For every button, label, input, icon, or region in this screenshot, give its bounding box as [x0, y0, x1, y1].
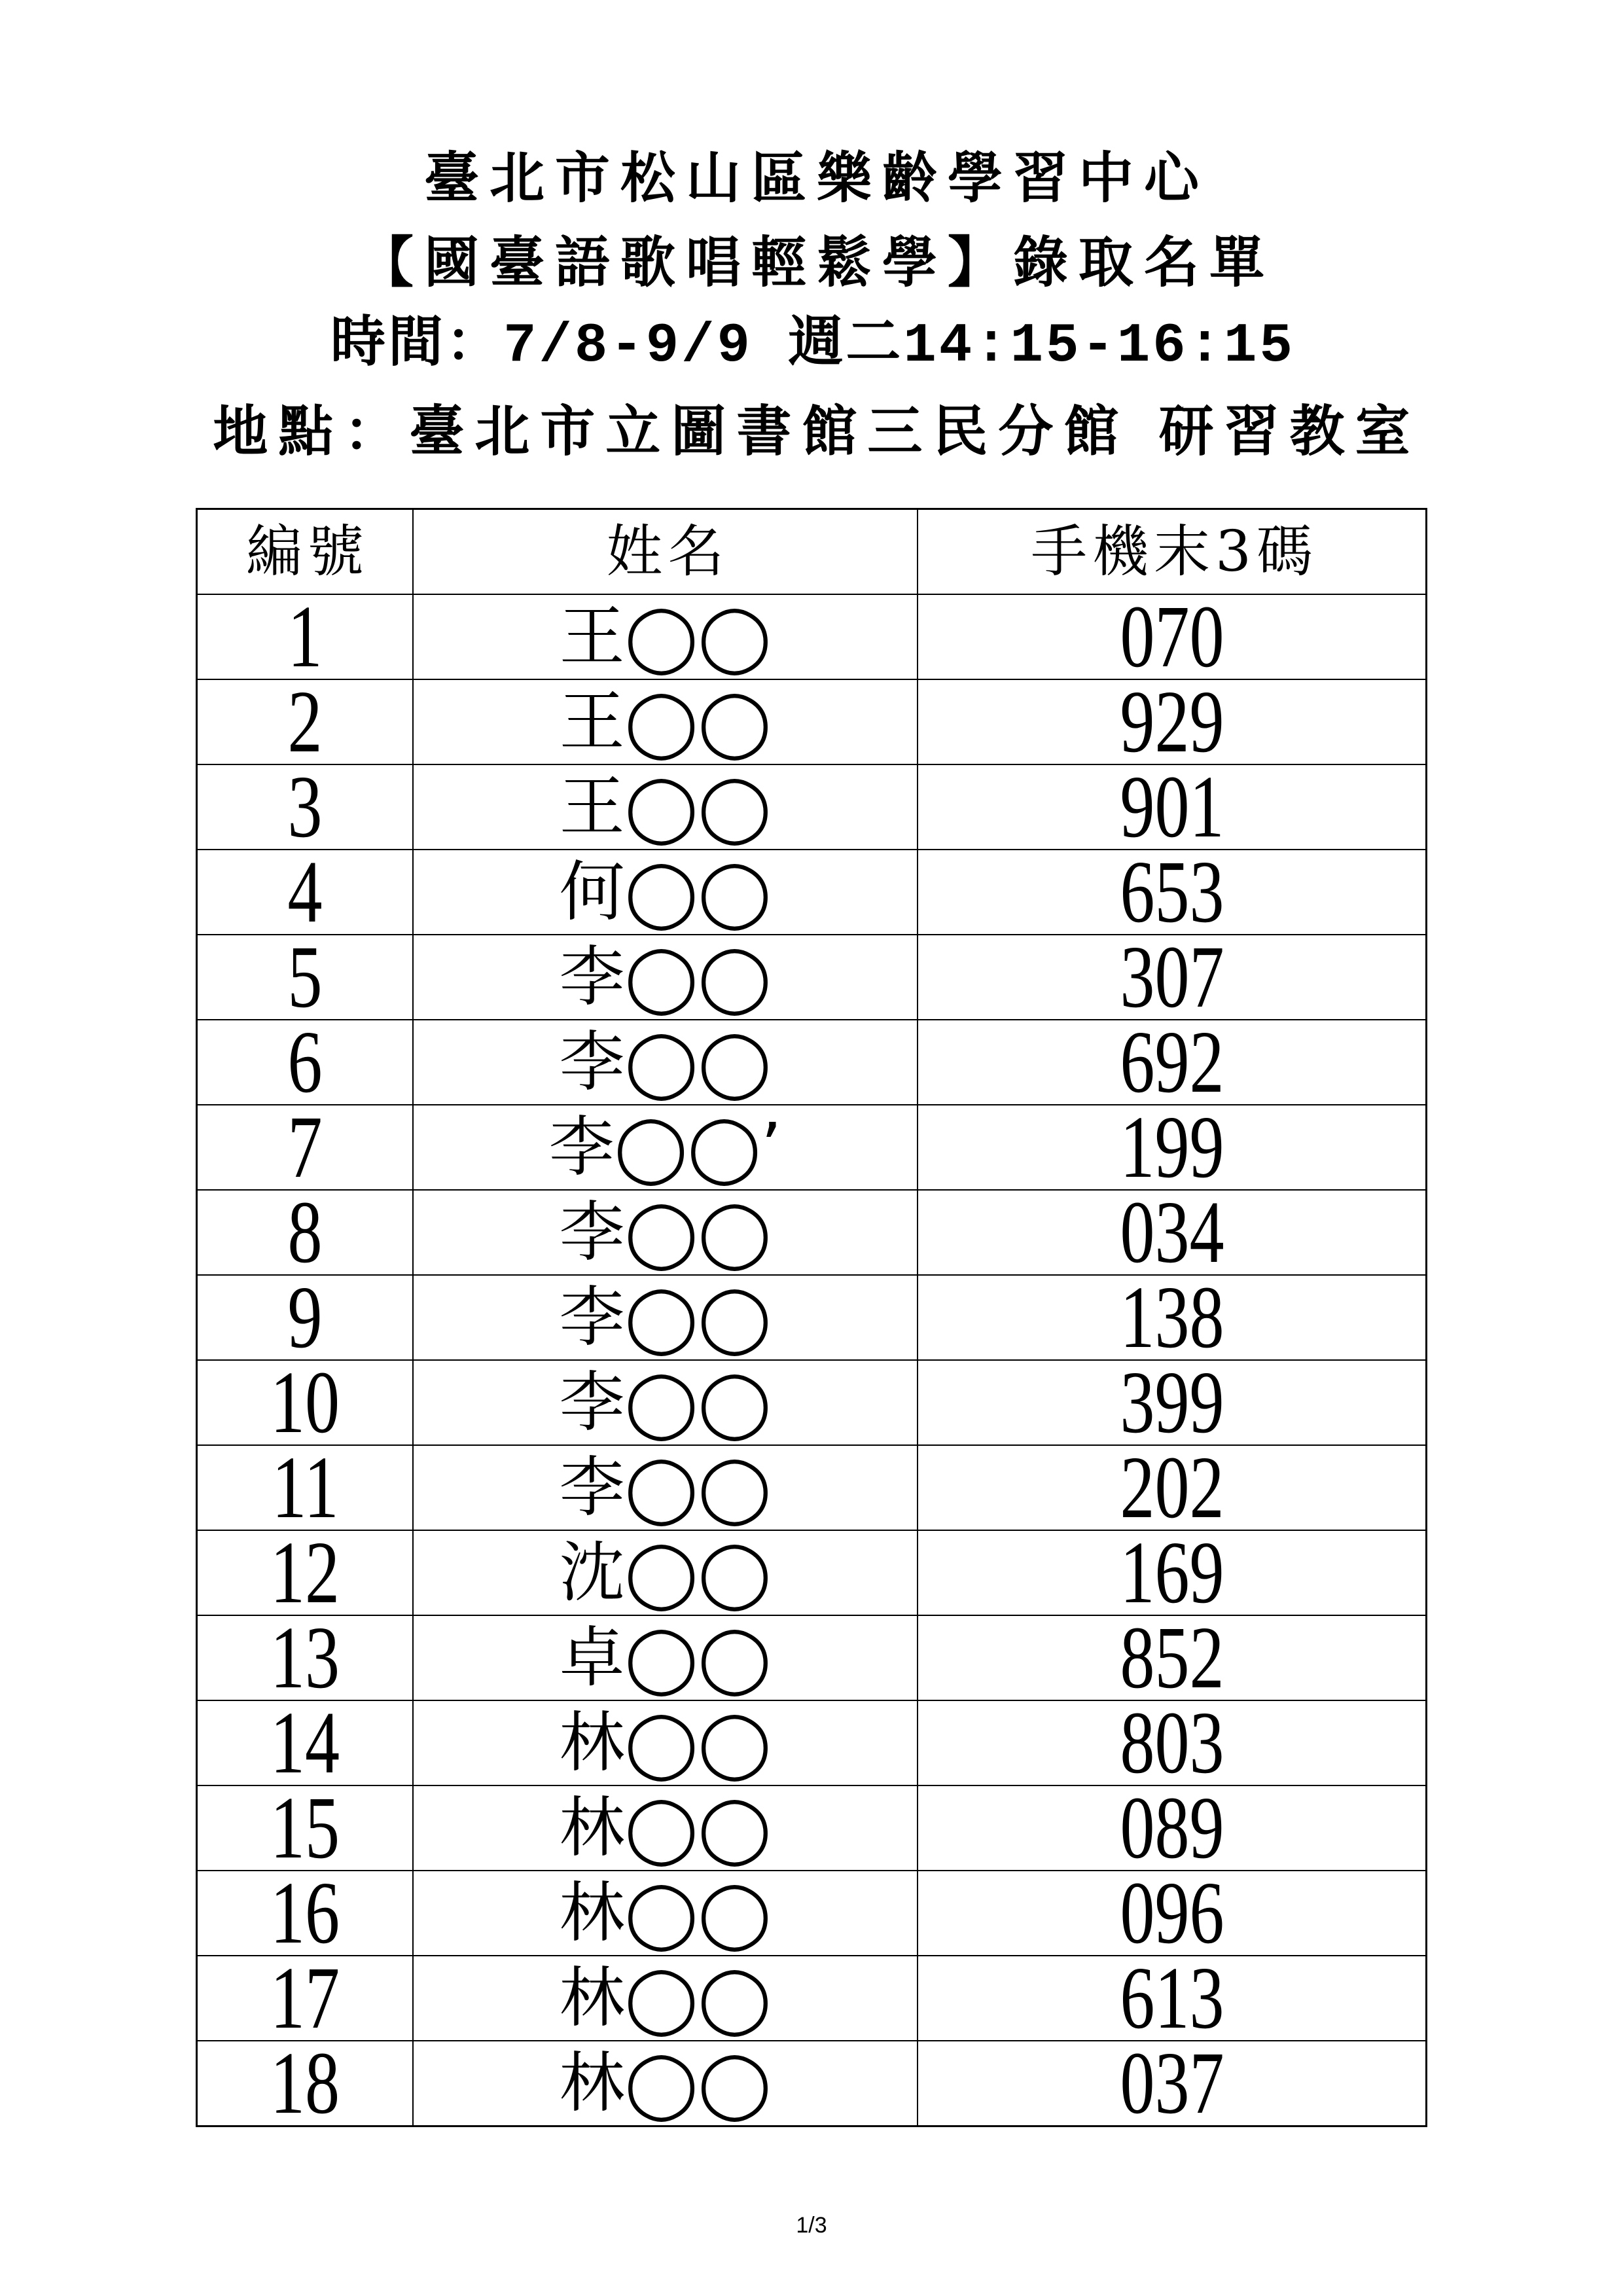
phone-last-three: 653	[1119, 850, 1224, 934]
row-number: 1	[287, 595, 323, 679]
row-number: 18	[270, 2041, 340, 2125]
masked-name: 李◯◯	[559, 1449, 772, 1526]
row-number: 13	[270, 1616, 340, 1700]
row-number: 6	[287, 1020, 323, 1104]
table-row	[198, 1955, 1425, 2040]
masked-name: 沈◯◯	[559, 1534, 772, 1611]
phone-cell	[918, 1786, 1425, 1870]
row-number: 15	[270, 1786, 340, 1870]
table-header-row	[198, 510, 1425, 594]
column-header-number	[198, 510, 414, 594]
list-title: 【國臺語歌唱輕鬆學】錄取名單	[358, 230, 1275, 295]
number-cell	[198, 1191, 414, 1274]
name-cell	[414, 935, 918, 1019]
name-cell	[414, 765, 918, 849]
document-heading	[0, 135, 1623, 473]
table-row	[198, 1104, 1425, 1189]
number-cell	[198, 1871, 414, 1955]
phone-last-three: 852	[1119, 1616, 1224, 1700]
row-number: 10	[270, 1361, 340, 1444]
masked-name: 林◯◯	[559, 1789, 772, 1866]
row-number: 2	[287, 680, 323, 764]
number-cell	[198, 850, 414, 934]
row-number: 3	[287, 765, 323, 849]
name-cell	[414, 1786, 918, 1870]
table-row	[198, 1444, 1425, 1530]
masked-name: 李◯◯	[559, 1279, 772, 1355]
table-row	[198, 1785, 1425, 1870]
masked-name: 王◯◯	[559, 598, 772, 675]
phone-cell	[918, 935, 1425, 1019]
phone-cell	[918, 1531, 1425, 1615]
column-header-phone	[918, 510, 1425, 594]
phone-cell	[918, 1446, 1425, 1530]
masked-name: 林◯◯	[559, 1874, 772, 1951]
number-cell	[198, 1105, 414, 1189]
number-cell	[198, 1361, 414, 1444]
phone-cell	[918, 1701, 1425, 1785]
name-cell	[414, 2041, 918, 2125]
phone-last-three: 901	[1119, 765, 1224, 849]
schedule-line: 時間：7/8-9/9 週二14:15-16:15	[330, 315, 1295, 378]
phone-cell	[918, 1191, 1425, 1274]
phone-last-three: 803	[1119, 1701, 1224, 1785]
masked-name: 李◯◯	[559, 939, 772, 1015]
table-row	[198, 1274, 1425, 1359]
table-row	[198, 934, 1425, 1019]
phone-last-three: 929	[1119, 680, 1224, 764]
number-cell	[198, 1786, 414, 1870]
phone-last-three: 202	[1119, 1446, 1224, 1530]
column-header-name	[414, 510, 918, 594]
location-line: 地點：臺北市立圖書館三民分館 研習教室	[213, 399, 1421, 463]
table-row	[198, 594, 1425, 679]
masked-name: 李◯◯’	[548, 1109, 782, 1185]
table-row	[198, 849, 1425, 934]
phone-cell	[918, 1105, 1425, 1189]
phone-last-three: 199	[1119, 1105, 1224, 1189]
masked-name: 王◯◯	[559, 683, 772, 760]
phone-last-three: 096	[1119, 1871, 1224, 1955]
row-number: 16	[270, 1871, 340, 1955]
name-cell	[414, 1956, 918, 2040]
phone-cell	[918, 1616, 1425, 1700]
number-cell	[198, 595, 414, 679]
number-cell	[198, 2041, 414, 2125]
name-cell	[414, 1616, 918, 1700]
phone-last-three: 037	[1119, 2041, 1224, 2125]
table-row	[198, 1019, 1425, 1104]
row-number: 17	[270, 1956, 340, 2040]
row-number: 14	[270, 1701, 340, 1785]
phone-last-three: 070	[1119, 595, 1224, 679]
name-cell	[414, 680, 918, 764]
number-cell	[198, 1701, 414, 1785]
number-cell	[198, 1446, 414, 1530]
phone-cell	[918, 595, 1425, 679]
column-header-name-label: 姓名	[606, 519, 730, 584]
row-number: 7	[287, 1105, 323, 1189]
number-cell	[198, 935, 414, 1019]
number-cell	[198, 1956, 414, 2040]
table-row	[198, 2040, 1425, 2125]
phone-cell	[918, 765, 1425, 849]
table-row	[198, 1359, 1425, 1444]
phone-last-three: 399	[1119, 1361, 1224, 1444]
masked-name: 李◯◯	[559, 1364, 772, 1441]
masked-name: 卓◯◯	[559, 1619, 772, 1696]
column-header-phone-label: 手機末3碼	[1031, 519, 1318, 584]
table-row	[198, 1700, 1425, 1785]
phone-cell	[918, 1871, 1425, 1955]
page-number: 1/3	[796, 2213, 827, 2238]
name-cell	[414, 850, 918, 934]
row-number: 12	[270, 1531, 340, 1615]
masked-name: 李◯◯	[559, 1194, 772, 1270]
name-cell	[414, 1701, 918, 1785]
table-row	[198, 764, 1425, 849]
name-cell	[414, 1105, 918, 1189]
masked-name: 李◯◯	[559, 1024, 772, 1100]
number-cell	[198, 1616, 414, 1700]
name-cell	[414, 1446, 918, 1530]
phone-last-three: 089	[1119, 1786, 1224, 1870]
name-cell	[414, 1276, 918, 1359]
organization-title: 臺北市松山區樂齡學習中心	[423, 145, 1209, 210]
phone-last-three: 138	[1119, 1276, 1224, 1359]
number-cell	[198, 680, 414, 764]
row-number: 11	[271, 1446, 339, 1530]
phone-cell	[918, 1956, 1425, 2040]
phone-cell	[918, 1020, 1425, 1104]
phone-last-three: 169	[1119, 1531, 1224, 1615]
number-cell	[198, 1020, 414, 1104]
masked-name: 林◯◯	[559, 2045, 772, 2121]
phone-last-three: 692	[1119, 1020, 1224, 1104]
masked-name: 林◯◯	[559, 1960, 772, 2036]
masked-name: 何◯◯	[559, 853, 772, 930]
name-cell	[414, 1871, 918, 1955]
phone-last-three: 613	[1119, 1956, 1224, 2040]
masked-name: 王◯◯	[559, 768, 772, 845]
table-row	[198, 1870, 1425, 1955]
table-row	[198, 1615, 1425, 1700]
row-number: 4	[287, 850, 323, 934]
name-cell	[414, 1361, 918, 1444]
name-cell	[414, 1191, 918, 1274]
number-cell	[198, 1276, 414, 1359]
table-row	[198, 679, 1425, 764]
row-number: 5	[287, 935, 323, 1019]
phone-cell	[918, 1361, 1425, 1444]
number-cell	[198, 1531, 414, 1615]
phone-cell	[918, 680, 1425, 764]
number-cell	[198, 765, 414, 849]
name-cell	[414, 595, 918, 679]
phone-cell	[918, 850, 1425, 934]
row-number: 8	[287, 1191, 323, 1274]
phone-last-three: 034	[1119, 1191, 1224, 1274]
table-row	[198, 1189, 1425, 1274]
column-header-number-label: 編號	[246, 519, 369, 584]
phone-cell	[918, 2041, 1425, 2125]
phone-last-three: 307	[1119, 935, 1224, 1019]
row-number: 9	[287, 1276, 323, 1359]
phone-cell	[918, 1276, 1425, 1359]
name-cell	[414, 1531, 918, 1615]
masked-name: 林◯◯	[559, 1704, 772, 1781]
table-row	[198, 1530, 1425, 1615]
name-cell	[414, 1020, 918, 1104]
admission-table	[196, 508, 1427, 2127]
